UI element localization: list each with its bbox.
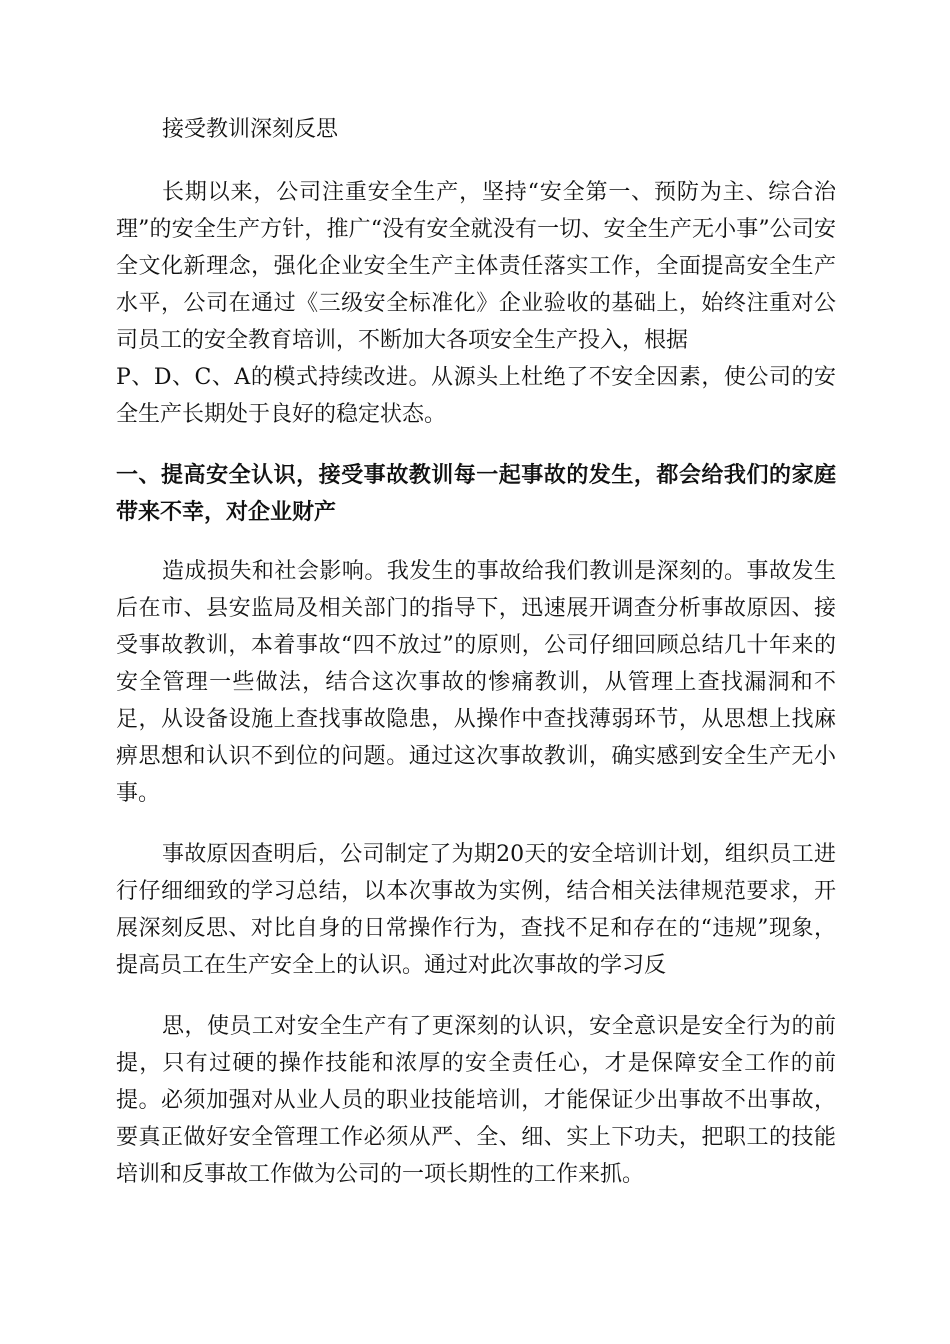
document-body <box>116 112 836 1193</box>
paragraph-intro: 长期以来，公司注重安全生产，坚持“安全第一、预防为主、综合治理”的安全生产方针，推广“没有安全就没有一切、安全生产无小事”公司安全文化新理念，强化企业安全生产主体责任落实工作，全面提高安全生产水平，公司在通过《三级安全标准化》企业验收的基础上，始终注重对公司员工的安全教育培训，不断加大各项安全生产投入，根据 P、D、C、A的模式持续改进。从源头上杜绝了不安全因素，使公司的安全生产长期处于良好的稳定状态。 <box>116 180 836 427</box>
paragraph-training-plan: 事故原因查明后，公司制定了为期20天的安全培训计划，组织员工进行仔细细致的学习总结，以本次事故为实例，结合相关法律规范要求，开展深刻反思、对比自身的日常操作行为，查找不足和存在的“违规”现象，提高员工在生产安全上的认识。通过对此次事故的学习反 <box>116 842 836 978</box>
section-heading-1: 一、提高安全认识，接受事故教训每一起事故的发生，都会给我们的家庭带来不幸，对企业财产 <box>116 463 836 525</box>
document-title: 接受教训深刻反思 <box>162 117 339 142</box>
paragraph-accident-lessons: 造成损失和社会影响。我发生的事故给我们教训是深刻的。事故发生后在市、县安监局及相关部门的指导下，迅速展开调查分析事故原因、接受事故教训，本着事故“四不放过”的原则，公司仔细回顾总结几十年来的安全管理一些做法，结合这次事故的惨痛教训，从管理上查找漏洞和不足，从设备设施上查找事故隐患，从操作中查找薄弱环节，从思想上找麻痹思想和认识不到位的问题。通过这次事故教训，确实感到安全生产无小事。 <box>116 559 836 806</box>
paragraph-safety-awareness: 思，使员工对安全生产有了更深刻的认识，安全意识是安全行为的前提，只有过硬的操作技能和浓厚的安全责任心，才是保障安全工作的前提。必须加强对从业人员的职业技能培训，才能保证少出事故不出事故，要真正做好安全管理工作必须从严、全、细、实上下功夫，把职工的技能培训和反事故工作做为公司的一项长期性的工作来抓。 <box>116 1014 836 1187</box>
